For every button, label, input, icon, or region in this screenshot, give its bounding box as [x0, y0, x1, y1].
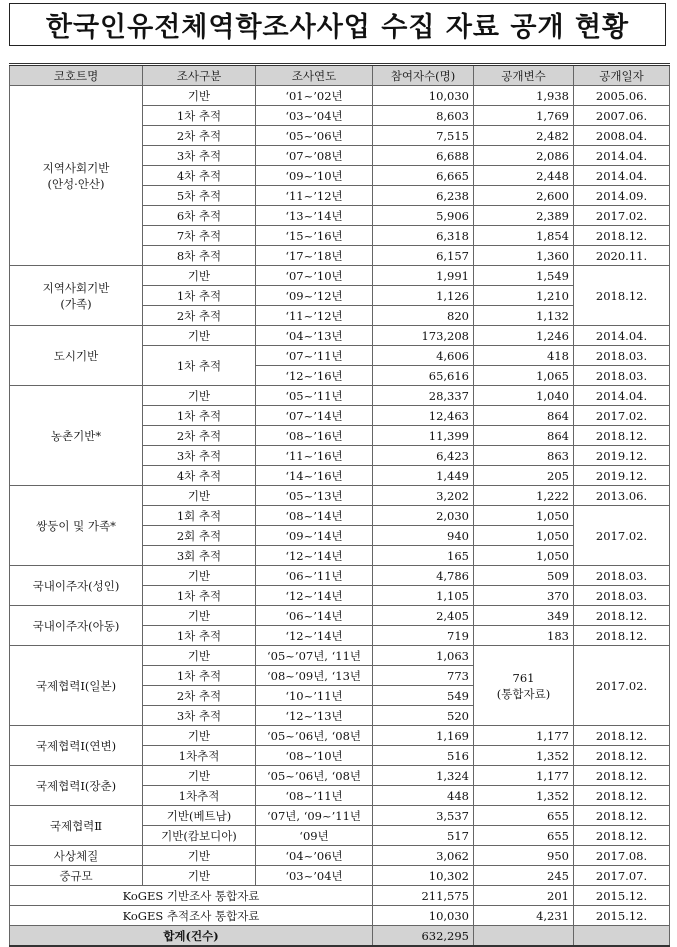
table-header-row — [10, 65, 670, 86]
participants-cell: 8,603 — [373, 106, 474, 126]
survey-type-cell: 기반 — [143, 726, 256, 746]
participants-cell: 1,169 — [373, 726, 474, 746]
survey-year-cell: ‘15~’16년 — [256, 226, 373, 246]
cohort-name-cell — [10, 486, 143, 566]
participants-cell: 3,202 — [373, 486, 474, 506]
survey-type-cell: 2회 추적 — [143, 526, 256, 546]
participants-cell: 549 — [373, 686, 474, 706]
cohort-name-line: 도시기반 — [53, 348, 99, 363]
cohort-name-cell — [10, 606, 143, 646]
table-row — [10, 646, 670, 666]
survey-type-cell: 기반 — [143, 646, 256, 666]
survey-type-cell: 3차 추적 — [143, 146, 256, 166]
survey-year-cell: ‘09~’10년 — [256, 166, 373, 186]
participants-cell: 6,318 — [373, 226, 474, 246]
survey-type-cell: 기반(베트남) — [143, 806, 256, 826]
release-date-cell: 2017.02. — [574, 646, 670, 726]
release-date-cell: 2014.04. — [574, 146, 670, 166]
survey-year-cell: ‘04~’13년 — [256, 326, 373, 346]
cohort-name-cell — [10, 386, 143, 486]
release-date-cell: 2014.04. — [574, 386, 670, 406]
survey-year-cell: ‘13~’14년 — [256, 206, 373, 226]
cohort-name-cell — [10, 766, 143, 806]
release-date-cell: 2018.12. — [574, 266, 670, 326]
survey-type-cell: 기반(캄보디아) — [143, 826, 256, 846]
integrated-label-cell: KoGES 추적조사 통합자료 — [10, 906, 373, 926]
cohort-name-cell — [10, 326, 143, 386]
survey-year-cell: ‘08~’10년 — [256, 746, 373, 766]
participants-cell: 940 — [373, 526, 474, 546]
survey-type-cell: 기반 — [143, 386, 256, 406]
participants-cell: 10,302 — [373, 866, 474, 886]
cohort-name-cell — [10, 266, 143, 326]
release-date-cell: 2017.02. — [574, 206, 670, 226]
variables-cell: 863 — [474, 446, 574, 466]
participants-cell: 6,423 — [373, 446, 474, 466]
total-row — [10, 926, 670, 947]
cohort-name-cell — [10, 86, 143, 266]
release-date-cell: 2015.12. — [574, 906, 670, 926]
release-date-cell: 2005.06. — [574, 86, 670, 106]
cohort-name-line: 국제협력Ⅱ — [49, 818, 103, 833]
release-date-cell: 2018.03. — [574, 566, 670, 586]
survey-year-cell: ‘12~’14년 — [256, 626, 373, 646]
variables-cell: 1,132 — [474, 306, 574, 326]
variables-cell: 950 — [474, 846, 574, 866]
survey-type-cell: 5차 추적 — [143, 186, 256, 206]
variables-cell — [474, 646, 574, 726]
variables-cell: 4,231 — [474, 906, 574, 926]
survey-year-cell: ‘07~’08년 — [256, 146, 373, 166]
participants-cell: 10,030 — [373, 906, 474, 926]
variables-line: (통합자료) — [496, 686, 551, 701]
total-label: 합계(건수) — [10, 926, 373, 947]
table-row — [10, 566, 670, 586]
participants-cell: 773 — [373, 666, 474, 686]
cohort-name-line: 지역사회기반 — [42, 280, 110, 295]
release-date-cell: 2018.12. — [574, 226, 670, 246]
page-title: 한국인유전체역학조사사업 수집 자료 공개 현황 — [9, 3, 666, 46]
cohort-name-line: 중규모 — [59, 868, 93, 883]
survey-type-cell: 기반 — [143, 606, 256, 626]
release-date-cell: 2014.04. — [574, 326, 670, 346]
table-row — [10, 606, 670, 626]
variables-cell: 1,177 — [474, 726, 574, 746]
survey-year-cell: ‘09~’14년 — [256, 526, 373, 546]
survey-type-cell: 1회 추적 — [143, 506, 256, 526]
participants-cell: 516 — [373, 746, 474, 766]
survey-year-cell: ‘06~’14년 — [256, 606, 373, 626]
cohort-name-cell — [10, 806, 143, 846]
cohort-name-line: 국제협력Ⅰ(장춘) — [35, 778, 117, 793]
variables-cell: 1,549 — [474, 266, 574, 286]
survey-type-cell: 1차 추적 — [143, 626, 256, 646]
participants-cell: 1,991 — [373, 266, 474, 286]
release-date-cell: 2018.03. — [574, 366, 670, 386]
survey-year-cell: ‘10~’11년 — [256, 686, 373, 706]
total-participants: 632,295 — [373, 926, 474, 947]
release-date-cell: 2019.12. — [574, 466, 670, 486]
table-row — [10, 806, 670, 826]
variables-cell: 205 — [474, 466, 574, 486]
participants-cell: 211,575 — [373, 886, 474, 906]
release-date-cell: 2018.03. — [574, 586, 670, 606]
survey-year-cell: ‘05~’07년, ‘11년 — [256, 646, 373, 666]
release-date-cell: 2018.12. — [574, 606, 670, 626]
survey-year-cell: ‘07년, ‘09~’11년 — [256, 806, 373, 826]
integrated-label-cell: KoGES 기반조사 통합자료 — [10, 886, 373, 906]
survey-year-cell: ‘09년 — [256, 826, 373, 846]
release-date-cell: 2018.03. — [574, 346, 670, 366]
survey-year-cell: ‘05~’13년 — [256, 486, 373, 506]
header-cohort: 코호트명 — [10, 65, 143, 86]
variables-cell: 1,352 — [474, 786, 574, 806]
variables-cell: 349 — [474, 606, 574, 626]
survey-year-cell: ‘12~’13년 — [256, 706, 373, 726]
participants-cell: 820 — [373, 306, 474, 326]
variables-cell: 2,389 — [474, 206, 574, 226]
cohort-name-line: (가족) — [60, 296, 92, 311]
participants-cell: 2,405 — [373, 606, 474, 626]
survey-year-cell: ‘06~’11년 — [256, 566, 373, 586]
survey-type-cell: 1차 추적 — [143, 106, 256, 126]
cohort-name-line: 사상체질 — [53, 848, 99, 863]
variables-cell: 1,177 — [474, 766, 574, 786]
release-date-cell: 2017.07. — [574, 866, 670, 886]
variables-cell: 2,448 — [474, 166, 574, 186]
table-row — [10, 886, 670, 906]
release-date-cell: 2018.12. — [574, 626, 670, 646]
survey-type-cell: 3회 추적 — [143, 546, 256, 566]
participants-cell: 6,157 — [373, 246, 474, 266]
variables-cell: 2,482 — [474, 126, 574, 146]
variables-cell: 1,050 — [474, 506, 574, 526]
release-date-cell: 2008.04. — [574, 126, 670, 146]
table-row — [10, 906, 670, 926]
table-body — [10, 86, 670, 926]
survey-type-cell: 1차 추적 — [143, 666, 256, 686]
table-row — [10, 266, 670, 286]
table-row — [10, 486, 670, 506]
survey-type-cell: 기반 — [143, 766, 256, 786]
variables-cell: 1,854 — [474, 226, 574, 246]
survey-type-cell: 6차 추적 — [143, 206, 256, 226]
participants-cell: 3,537 — [373, 806, 474, 826]
release-date-cell: 2018.12. — [574, 726, 670, 746]
participants-cell: 4,786 — [373, 566, 474, 586]
variables-cell: 245 — [474, 866, 574, 886]
survey-type-cell: 2차 추적 — [143, 686, 256, 706]
cohort-name-line: 국내이주자(성인) — [32, 578, 120, 593]
variables-cell: 1,352 — [474, 746, 574, 766]
header-participants: 참여자수(명) — [373, 65, 474, 86]
participants-cell: 12,463 — [373, 406, 474, 426]
survey-type-cell: 기반 — [143, 866, 256, 886]
table-row — [10, 726, 670, 746]
release-date-cell: 2018.12. — [574, 826, 670, 846]
participants-cell: 11,399 — [373, 426, 474, 446]
survey-year-cell: ‘07~’11년 — [256, 346, 373, 366]
variables-cell: 418 — [474, 346, 574, 366]
survey-type-cell: 1차 추적 — [143, 286, 256, 306]
survey-year-cell: ‘04~’06년 — [256, 846, 373, 866]
variables-cell: 1,040 — [474, 386, 574, 406]
variables-cell: 2,600 — [474, 186, 574, 206]
variables-cell: 1,210 — [474, 286, 574, 306]
release-date-cell: 2015.12. — [574, 886, 670, 906]
survey-year-cell: ‘12~’14년 — [256, 546, 373, 566]
participants-cell: 4,606 — [373, 346, 474, 366]
survey-year-cell: ‘12~’14년 — [256, 586, 373, 606]
variables-cell: 1,938 — [474, 86, 574, 106]
survey-year-cell: ‘05~’06년, ‘08년 — [256, 766, 373, 786]
participants-cell: 1,324 — [373, 766, 474, 786]
survey-year-cell: ‘11~’16년 — [256, 446, 373, 466]
release-date-cell: 2018.12. — [574, 806, 670, 826]
survey-year-cell: ‘05~’06년 — [256, 126, 373, 146]
participants-cell: 1,126 — [373, 286, 474, 306]
participants-cell: 5,906 — [373, 206, 474, 226]
table-row — [10, 766, 670, 786]
release-date-cell: 2017.02. — [574, 506, 670, 566]
participants-cell: 65,616 — [373, 366, 474, 386]
cohort-name-line: 지역사회기반 — [42, 160, 110, 175]
participants-cell: 6,688 — [373, 146, 474, 166]
survey-year-cell: ‘14~’16년 — [256, 466, 373, 486]
header-release-date: 공개일자 — [574, 65, 670, 86]
survey-year-cell: ‘11~’12년 — [256, 186, 373, 206]
table-row — [10, 326, 670, 346]
survey-year-cell: ‘07~’14년 — [256, 406, 373, 426]
participants-cell: 448 — [373, 786, 474, 806]
release-date-cell: 2017.02. — [574, 406, 670, 426]
survey-type-cell: 8차 추적 — [143, 246, 256, 266]
survey-year-cell: ‘08~’11년 — [256, 786, 373, 806]
survey-type-cell: 기반 — [143, 846, 256, 866]
survey-type-cell: 4차 추적 — [143, 466, 256, 486]
participants-cell: 2,030 — [373, 506, 474, 526]
variables-cell: 1,050 — [474, 546, 574, 566]
survey-year-cell: ‘08~’09년, ‘13년 — [256, 666, 373, 686]
survey-type-cell: 3차 추적 — [143, 446, 256, 466]
variables-cell: 655 — [474, 826, 574, 846]
participants-cell: 1,449 — [373, 466, 474, 486]
table-row — [10, 866, 670, 886]
release-date-cell: 2013.06. — [574, 486, 670, 506]
variables-cell: 1,222 — [474, 486, 574, 506]
variables-cell: 1,065 — [474, 366, 574, 386]
survey-type-cell: 기반 — [143, 266, 256, 286]
variables-cell: 2,086 — [474, 146, 574, 166]
participants-cell: 719 — [373, 626, 474, 646]
survey-year-cell: ‘05~’11년 — [256, 386, 373, 406]
survey-year-cell: ‘12~’16년 — [256, 366, 373, 386]
survey-type-cell: 기반 — [143, 486, 256, 506]
variables-cell: 1,360 — [474, 246, 574, 266]
variables-cell: 201 — [474, 886, 574, 906]
release-date-cell: 2014.04. — [574, 166, 670, 186]
survey-year-cell: ‘03~’04년 — [256, 106, 373, 126]
participants-cell: 6,665 — [373, 166, 474, 186]
release-date-cell: 2007.06. — [574, 106, 670, 126]
survey-type-cell: 2차 추적 — [143, 306, 256, 326]
table-row — [10, 386, 670, 406]
survey-year-cell: ‘08~’14년 — [256, 506, 373, 526]
variables-cell: 655 — [474, 806, 574, 826]
cohort-name-cell — [10, 566, 143, 606]
total-date — [574, 926, 670, 947]
survey-type-cell: 1차추적 — [143, 746, 256, 766]
variables-cell: 509 — [474, 566, 574, 586]
cohort-name-cell — [10, 866, 143, 886]
survey-type-cell: 4차 추적 — [143, 166, 256, 186]
participants-cell: 3,062 — [373, 846, 474, 866]
header-survey-type: 조사구분 — [143, 65, 256, 86]
survey-year-cell: ‘17~’18년 — [256, 246, 373, 266]
survey-type-cell: 1차 추적 — [143, 346, 256, 386]
data-table — [9, 63, 670, 947]
participants-cell: 1,063 — [373, 646, 474, 666]
release-date-cell: 2018.12. — [574, 746, 670, 766]
survey-year-cell: ‘07~’10년 — [256, 266, 373, 286]
table-row — [10, 86, 670, 106]
survey-year-cell: ‘09~’12년 — [256, 286, 373, 306]
cohort-name-line: 농촌기반* — [50, 428, 102, 443]
participants-cell: 165 — [373, 546, 474, 566]
variables-cell: 1,050 — [474, 526, 574, 546]
release-date-cell: 2018.12. — [574, 786, 670, 806]
cohort-name-line: (안성·안산) — [47, 176, 105, 191]
release-date-cell: 2020.11. — [574, 246, 670, 266]
survey-year-cell: ‘05~’06년, ‘08년 — [256, 726, 373, 746]
variables-cell: 1,769 — [474, 106, 574, 126]
cohort-name-cell — [10, 846, 143, 866]
survey-type-cell: 1차 추적 — [143, 586, 256, 606]
variables-line: 761 — [512, 670, 535, 685]
cohort-name-cell — [10, 726, 143, 766]
survey-type-cell: 7차 추적 — [143, 226, 256, 246]
release-date-cell: 2018.12. — [574, 766, 670, 786]
cohort-name-line: 국내이주자(아동) — [32, 618, 120, 633]
participants-cell: 10,030 — [373, 86, 474, 106]
participants-cell: 7,515 — [373, 126, 474, 146]
release-date-cell: 2019.12. — [574, 446, 670, 466]
variables-cell: 864 — [474, 426, 574, 446]
participants-cell: 173,208 — [373, 326, 474, 346]
survey-type-cell: 기반 — [143, 566, 256, 586]
cohort-name-line: 국제협력Ⅰ(일본) — [35, 678, 117, 693]
release-date-cell: 2017.08. — [574, 846, 670, 866]
cohort-name-cell — [10, 646, 143, 726]
survey-type-cell: 1차추적 — [143, 786, 256, 806]
release-date-cell: 2014.09. — [574, 186, 670, 206]
header-survey-year: 조사연도 — [256, 65, 373, 86]
variables-cell: 1,246 — [474, 326, 574, 346]
participants-cell: 28,337 — [373, 386, 474, 406]
survey-type-cell: 2차 추적 — [143, 426, 256, 446]
table-row — [10, 846, 670, 866]
survey-type-cell: 기반 — [143, 86, 256, 106]
header-variables: 공개변수 — [474, 65, 574, 86]
variables-cell: 183 — [474, 626, 574, 646]
participants-cell: 520 — [373, 706, 474, 726]
survey-type-cell: 기반 — [143, 326, 256, 346]
survey-year-cell: ‘08~’16년 — [256, 426, 373, 446]
survey-year-cell: ‘11~’12년 — [256, 306, 373, 326]
variables-cell: 370 — [474, 586, 574, 606]
survey-year-cell: ‘03~’04년 — [256, 866, 373, 886]
cohort-name-line: 쌍둥이 및 가족* — [36, 518, 116, 533]
survey-type-cell: 2차 추적 — [143, 126, 256, 146]
survey-type-cell: 1차 추적 — [143, 406, 256, 426]
survey-type-cell: 3차 추적 — [143, 706, 256, 726]
total-vars — [474, 926, 574, 947]
participants-cell: 517 — [373, 826, 474, 846]
release-date-cell: 2018.12. — [574, 426, 670, 446]
participants-cell: 1,105 — [373, 586, 474, 606]
participants-cell: 6,238 — [373, 186, 474, 206]
cohort-name-line: 국제협력Ⅰ(연변) — [35, 738, 117, 753]
survey-year-cell: ‘01~’02년 — [256, 86, 373, 106]
variables-cell: 864 — [474, 406, 574, 426]
